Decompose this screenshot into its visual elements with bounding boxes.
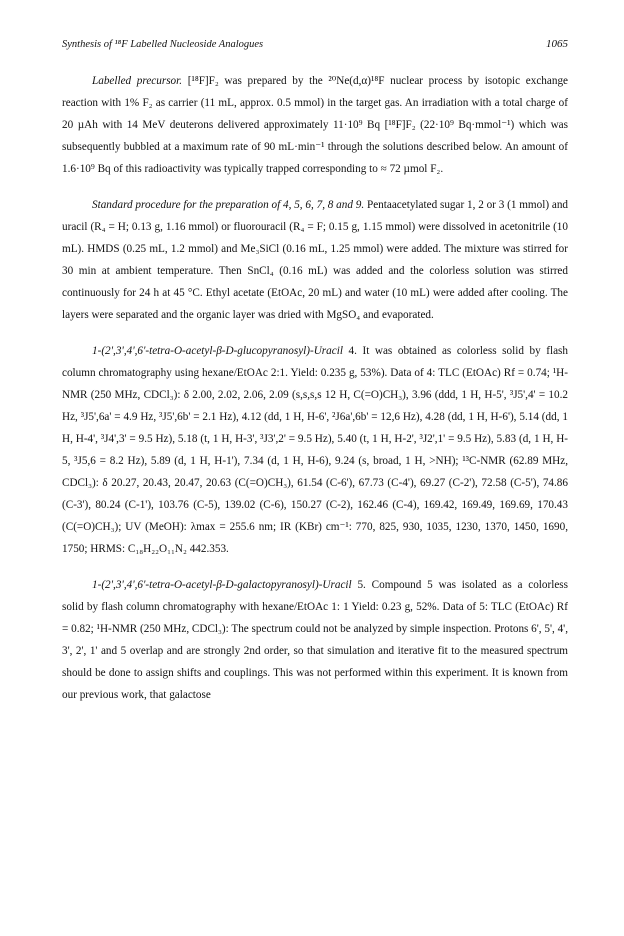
paragraph-compound-4 [62, 340, 568, 560]
paragraph-heading: 1-(2',3',4',6'-tetra-O-acetyl-β-D-galactopyranosyl)-Uracil [92, 579, 352, 591]
paragraph-heading: Standard procedure for the preparation of 4, 5, 6, 7, 8 and 9. [92, 199, 365, 211]
running-header [62, 38, 568, 50]
paragraph-heading: 1-(2',3',4',6'-tetra-O-acetyl-β-D-glucopyranosyl)-Uracil [92, 345, 343, 357]
running-title: Synthesis of ¹⁸F Labelled Nucleoside Analogues [62, 39, 264, 50]
page [62, 38, 568, 720]
paragraph-compound-5 [62, 574, 568, 706]
paragraph-text: 4. It was obtained as colorless solid by flash column chromatography using hexane/EtOAc 2:1. Yield: 0.235 g, 53%). Data of 4: TLC (EtOAc) Rf = 0.74; ¹H-NMR (250 MHz, CDCl₃): δ 2.00, 2.02, 2.06, 2.09 (s,s,s,s 12 H, C(=O)CH₃), 3.96 (ddd, 1 H, H-5', ³J5',4' = 10.2 Hz, ³J5',6a' = 4.9 Hz, ³J5',6b' = 2.1 Hz), 4.12 (dd, 1 H, H-6', ²J6a',6b' = 12,6 Hz), 4.28 (dd, 1 H, H-6'), 5.14 (dd, 1 H, H-4', ³J4',3' = 9.5 Hz), 5.18 (t, 1 H, H-3', ³J3',2' = 9.5 Hz), 5.40 (t, 1 H, H-2', ³J2',1' = 9.5 Hz), 5.83 (d, 1 H, H-5, ³J5,6 = 8.2 Hz), 5.89 (d, 1 H, H-1'), 7.34 (d, 1 H, H-6), 9.24 (s, broad, 1 H, >NH); ¹³C-NMR (62.89 MHz, CDCl₃): δ 20.27, 20.43, 20.47, 20.63 (C(=O)CH₃), 61.54 (C-6'), 67.73 (C-4'), 69.27 (C-2'), 72.58 (C-5'), 74.86 (C-3'), 80.24 (C-1'), 103.76 (C-5), 139.02 (C-6), 150.27 (C-2), 162.46 (C-4), 169.42, 169.49, 169.69, 170.43 (C(=O)CH₃); UV (MeOH): λmax = 255.6 nm; IR (KBr) cm⁻¹: 770, 825, 930, 1035, 1230, 1370, 1450, 1690, 1750; HRMS: C₁₈H₂₂O₁₁N₂ 442.353. [62, 345, 568, 555]
paragraph-text: 5. Compound 5 was isolated as a colorless solid by flash column chromatography with hexane/EtOAc 1: 1 Yield: 0.23 g, 52%. Data of 5: TLC (EtOAc) Rf = 0.82; ¹H-NMR (250 MHz, CDCl₃): The spectrum could not be analyzed by simple inspection. Protons 6', 5', 4', 3', 2', 1' and 5 overlap and are strongly 2nd order, so that simulation and iterative fit to the measured spectrum should be done to assign shifts and couplings. This was not performed within this experiment. It is known from our previous work, that galactose [62, 579, 569, 701]
paragraph-labelled-precursor [62, 70, 568, 180]
paragraph-text: Pentaacetylated sugar 1, 2 or 3 (1 mmol) and uracil (R₄ = H; 0.13 g, 1.16 mmol) or fluorouracil (R₄ = F; 0.15 g, 1.15 mmol) were dissolved in acetonitrile (10 mL). HMDS (0.25 mL, 1.2 mmol) and Me₃SiCl (0.16 mL, 1.25 mmol) were added. The mixture was stirred for 30 min at ambient temperature. Then SnCl₄ (0.16 mL) was added and the colorless solution was stirred continuously for 24 h at 45 °C. Ethyl acetate (EtOAc, 20 mL) and water (10 mL) were added after cooling. The layers were separated and the organic layer was dried with MgSO₄ and evaporated. [62, 199, 569, 321]
paragraph-text: [¹⁸F]F₂ was prepared by the ²⁰Ne(d,α)¹⁸F nuclear process by isotopic exchange reaction with 1% F₂ as carrier (11 mL, approx. 0.5 mmol) in the target gas. An irradiation with a total charge of 20 µAh with 14 MeV deuterons delivered approximately 11·10⁹ Bq [¹⁸F]F₂ (22·10⁹ Bq·mmol⁻¹) which was subsequently bubbled at a maximum rate of 90 mL·min⁻¹ through the solutions described below. An amount of 1.6·10⁹ Bq of this radioactivity was typically trapped corresponding to ≈ 72 µmol F₂. [62, 75, 569, 175]
paragraph-heading: Labelled precursor. [92, 75, 183, 87]
paragraph-standard-procedure [62, 194, 568, 326]
page-number: 1065 [546, 38, 568, 50]
